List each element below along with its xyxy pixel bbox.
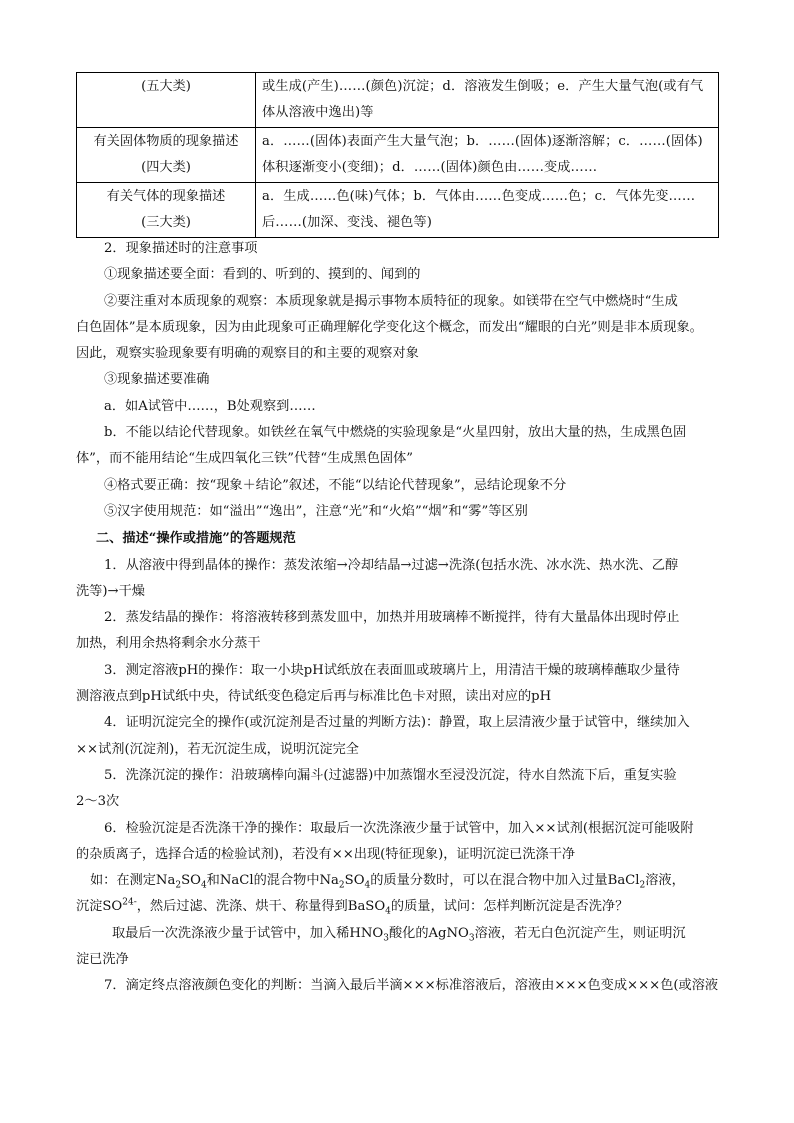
example-text: ，然后过滤、洗涤、烘干、称量得到BaSO: [136, 899, 386, 915]
item-2-line-2: 加热，利用余热将剩余水分蒸干: [76, 636, 261, 652]
example-text: 的质量，试问：怎样判断沉淀是否洗净？: [390, 899, 629, 915]
example-text: 的质量分数时，可以在混合物中加入过量BaCl: [370, 873, 640, 889]
subscript: 4: [385, 907, 391, 918]
subscript: 3: [383, 933, 389, 944]
subscript: 2: [175, 880, 182, 891]
superscript: -: [133, 898, 137, 909]
example-text: 和NaCl的混合物中Na: [206, 873, 339, 889]
note-5: ⑤汉字使用规范：如“溢出”“逸出”，注意“光”和“火焰”“烟”和“雾”等区别: [104, 503, 528, 519]
category-line: (五大类): [141, 79, 191, 94]
section-heading: 二、描述“操作或措施”的答题规范: [96, 531, 296, 547]
superscript: 4: [127, 898, 134, 909]
example-text: 如：在测定Na: [90, 873, 176, 889]
item-7-line-1: 7．滴定终点溶液颜色变化的判断：当滴入最后半滴×××标准溶液后，溶液由×××色变成×××色(或溶液: [104, 978, 719, 994]
note-4: ④格式要正确：按“现象＋结论”叙述，不能“以结论代替现象”，忌结论现象不分: [104, 477, 567, 493]
category-line: 有关固体物质的现象描述: [93, 134, 239, 149]
note-2-line-2: 白色固体”是本质现象，因为由此现象可正确理解化学变化这个概念，而发出“耀眼的白光”则是非本质现象。: [76, 319, 703, 335]
item-3-line-2: 测溶液点到pH试纸中央，待试纸变色稳定后再与标准比色卡对照，读出对应的pH: [76, 689, 552, 705]
example-line-1: [90, 868, 728, 894]
heading-2: 2．现象描述时的注意事项: [104, 241, 258, 256]
description-cell: a．生成……色(味)气体；b．气体由……色变成……色；c．气体先变……后……(加深、变浅、褪色等): [256, 183, 719, 238]
table-row: [77, 183, 719, 238]
category-cell: [77, 73, 256, 128]
example-text: 溶液，: [645, 873, 685, 889]
subscript: 2: [639, 880, 646, 891]
body-text: [76, 236, 728, 1000]
note-2-line-3: 因此，观察实验现象要有明确的观察目的和主要的观察对象: [76, 346, 419, 362]
subscript: 2: [338, 880, 345, 891]
subscript: 3: [468, 933, 475, 944]
item-3-line-1: 3．测定溶液pH的操作：取一小块pH试纸放在表面皿或玻璃片上，用清洁干燥的玻璃棒蘸取少量待: [104, 662, 680, 678]
category-cell: [77, 183, 256, 238]
table-row: [77, 73, 719, 128]
superscript: 2: [122, 898, 128, 909]
answer-text: 溶液，若无白色沉淀产生，则证明沉: [474, 925, 686, 941]
note-3b-line-2: 体”，而不能用结论“生成四氧化三铁”代替“生成黑色固体”: [76, 451, 414, 467]
description-cell: 或生成(产生)……(颜色)沉淀；d．溶液发生倒吸；e．产生大量气泡(或有气体从溶液中逸出)等: [256, 73, 719, 128]
observation-table: [76, 72, 719, 238]
note-3: ③现象描述要准确: [104, 372, 210, 388]
item-6-line-1: 6．检验沉淀是否洗涤干净的操作：取最后一次洗涤液少量于试管中，加入××试剂(根据沉淀可能吸附: [104, 820, 694, 836]
item-5-line-1: 5．洗涤沉淀的操作：沿玻璃棒向漏斗(过滤器)中加蒸馏水至浸没沉淀，待水自然流下后，重复实验: [104, 767, 677, 783]
item-1-line-2: 洗等)→干燥: [76, 583, 145, 599]
note-3a: a．如A试管中……，B处观察到……: [104, 398, 316, 414]
category-cell: [77, 128, 256, 183]
category-line: 有关气体的现象描述: [106, 189, 226, 204]
answer-text: 酸化的AgNO: [388, 925, 469, 941]
category-line: (三大类): [141, 215, 191, 230]
example-line-2: [76, 894, 728, 920]
answer-line-2: 淀已洗净: [76, 952, 129, 968]
description-cell: a．……(固体)表面产生大量气泡；b．……(固体)逐渐溶解；c．……(固体)体积逐渐变小(变细)；d．……(固体)颜色由……变成……: [256, 128, 719, 183]
item-1-line-1: 1．从溶液中得到晶体的操作：蒸发浓缩→冷却结晶→过滤→洗涤(包括水洗、冰水洗、热水洗、乙醇: [104, 557, 679, 573]
answer-text: 取最后一次洗涤液少量于试管中，加入稀HNO: [112, 925, 384, 941]
item-2-line-1: 2．蒸发结晶的操作：将溶液转移到蒸发皿中，加热并用玻璃棒不断搅拌，待有大量晶体出现时停止: [104, 610, 680, 626]
example-text: 沉淀SO: [76, 899, 123, 915]
subscript: 4: [364, 880, 371, 891]
example-text: SO: [181, 873, 201, 889]
note-1: ①现象描述要全面：看到的、听到的、摸到的、闻到的: [104, 267, 421, 283]
category-line: (四大类): [141, 160, 191, 175]
example-text: SO: [344, 873, 365, 889]
note-2-line-1: ②要注重对本质现象的观察：本质现象就是揭示事物本质特征的现象。如镁带在空气中燃烧时“生成: [104, 293, 678, 309]
note-3b-line-1: b．不能以结论代替现象。如铁丝在氧气中燃烧的实验现象是“火星四射，放出大量的热，生成黑色固: [104, 425, 687, 441]
item-6-line-2: 的杂质离子，选择合适的检验试剂)，若没有××出现(特征现象)，证明沉淀已洗涤干净: [76, 846, 576, 862]
item-4-line-2: ××试剂(沉淀剂)，若无沉淀生成，说明沉淀完全: [76, 741, 359, 757]
answer-line-1: [96, 921, 728, 947]
item-5-line-2: 2～3次: [76, 794, 120, 810]
table-row: [77, 128, 719, 183]
subscript: 4: [200, 880, 207, 891]
item-4-line-1: 4．证明沉淀完全的操作(或沉淀剂是否过量的判断方法)：静置，取上层清液少量于试管中，继续加入: [104, 715, 690, 731]
